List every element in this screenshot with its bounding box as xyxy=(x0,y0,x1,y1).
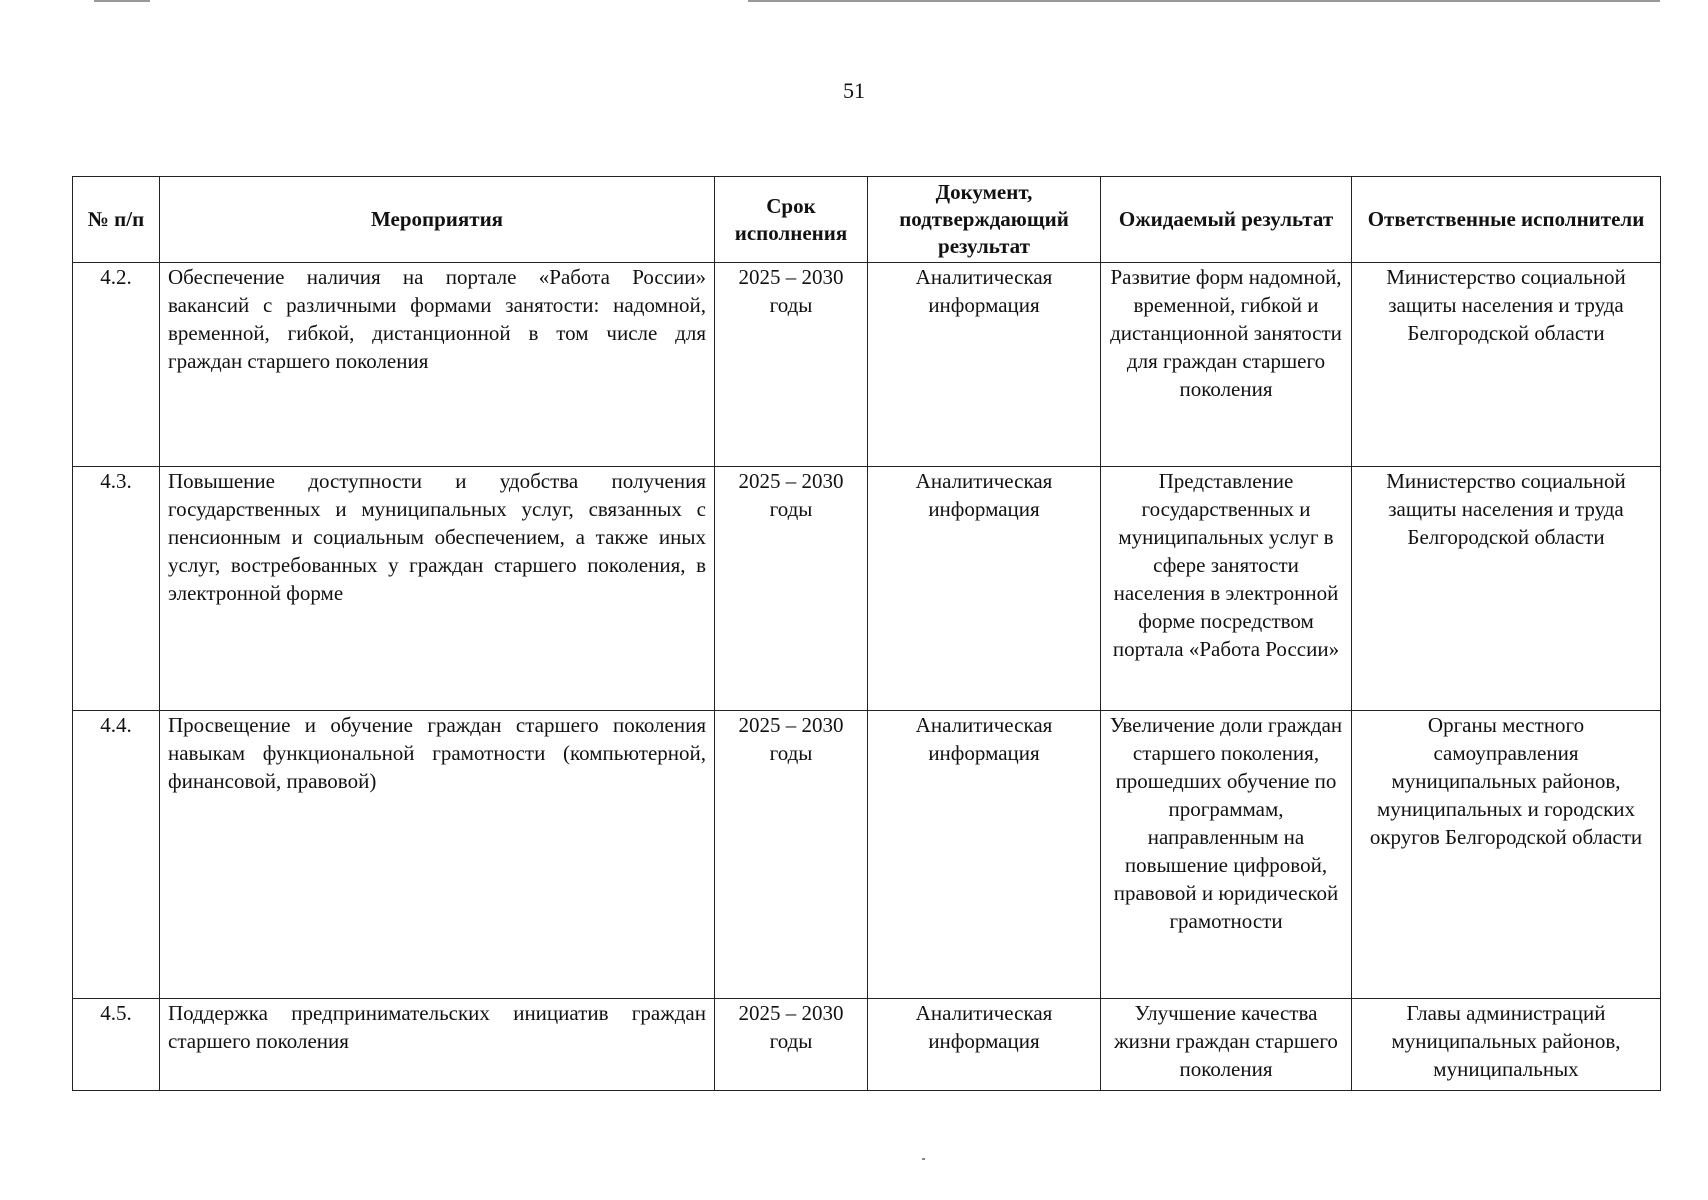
table-row xyxy=(73,711,1661,999)
table-row xyxy=(73,467,1661,711)
row-term: 2025 – 2030 годы xyxy=(715,711,868,999)
page-number: 51 xyxy=(843,78,865,103)
row-activity: Просвещение и обучение граждан старшего поколения навыкам функциональной грамотности (компьютерной, финансовой, правовой) xyxy=(160,711,715,999)
table-row xyxy=(73,263,1661,467)
row-number: 4.3. xyxy=(73,467,160,711)
row-activity: Повышение доступности и удобства получения государственных и муниципальных услуг, связанных с пенсионным и социальным обеспечением, а также иных услуг, востребованных у граждан старшего поколения, в электронной форме xyxy=(160,467,715,711)
header-document: Документ, подтверждающий результат xyxy=(868,177,1101,263)
row-result: Представление государственных и муниципальных услуг в сфере занятости населения в электронной форме посредством портала «Работа России» xyxy=(1101,467,1352,711)
table-row xyxy=(73,999,1661,1091)
row-document: Аналитическая информация xyxy=(868,711,1101,999)
activities-table xyxy=(72,176,1661,1091)
scan-edge-left xyxy=(94,0,150,2)
scan-edge-right xyxy=(748,0,1660,2)
scan-speck xyxy=(922,1158,925,1160)
row-number: 4.5. xyxy=(73,999,160,1091)
row-responsible: Министерство социальной защиты населения и труда Белгородской области xyxy=(1352,263,1661,467)
header-responsible: Ответственные исполнители xyxy=(1352,177,1661,263)
row-activity: Поддержка предпринимательских инициатив граждан старшего поколения xyxy=(160,999,715,1091)
row-document: Аналитическая информация xyxy=(868,263,1101,467)
row-document: Аналитическая информация xyxy=(868,467,1101,711)
row-number: 4.4. xyxy=(73,711,160,999)
table-header-row xyxy=(73,177,1661,263)
row-term: 2025 – 2030 годы xyxy=(715,263,868,467)
row-responsible: Главы администраций муниципальных районов, муниципальных xyxy=(1352,999,1661,1091)
header-activity: Мероприятия xyxy=(160,177,715,263)
row-document: Аналитическая информация xyxy=(868,999,1101,1091)
row-responsible: Министерство социальной защиты населения и труда Белгородской области xyxy=(1352,467,1661,711)
header-result: Ожидаемый результат xyxy=(1101,177,1352,263)
row-result: Увеличение доли граждан старшего поколения, прошедших обучение по программам, направленным на повышение цифровой, правовой и юридической грамотности xyxy=(1101,711,1352,999)
header-num: № п/п xyxy=(73,177,160,263)
row-result: Развитие форм надомной, временной, гибкой и дистанционной занятости для граждан старшего поколения xyxy=(1101,263,1352,467)
row-term: 2025 – 2030 годы xyxy=(715,999,868,1091)
header-term: Срок исполнения xyxy=(715,177,868,263)
row-result: Улучшение качества жизни граждан старшего поколения xyxy=(1101,999,1352,1091)
row-activity: Обеспечение наличия на портале «Работа России» вакансий с различными формами занятости: надомной, временной, гибкой, дистанционной в том числе для граждан старшего поколения xyxy=(160,263,715,467)
row-number: 4.2. xyxy=(73,263,160,467)
row-responsible: Органы местного самоуправления муниципальных районов, муниципальных и городских округов Белгородской области xyxy=(1352,711,1661,999)
row-term: 2025 – 2030 годы xyxy=(715,467,868,711)
